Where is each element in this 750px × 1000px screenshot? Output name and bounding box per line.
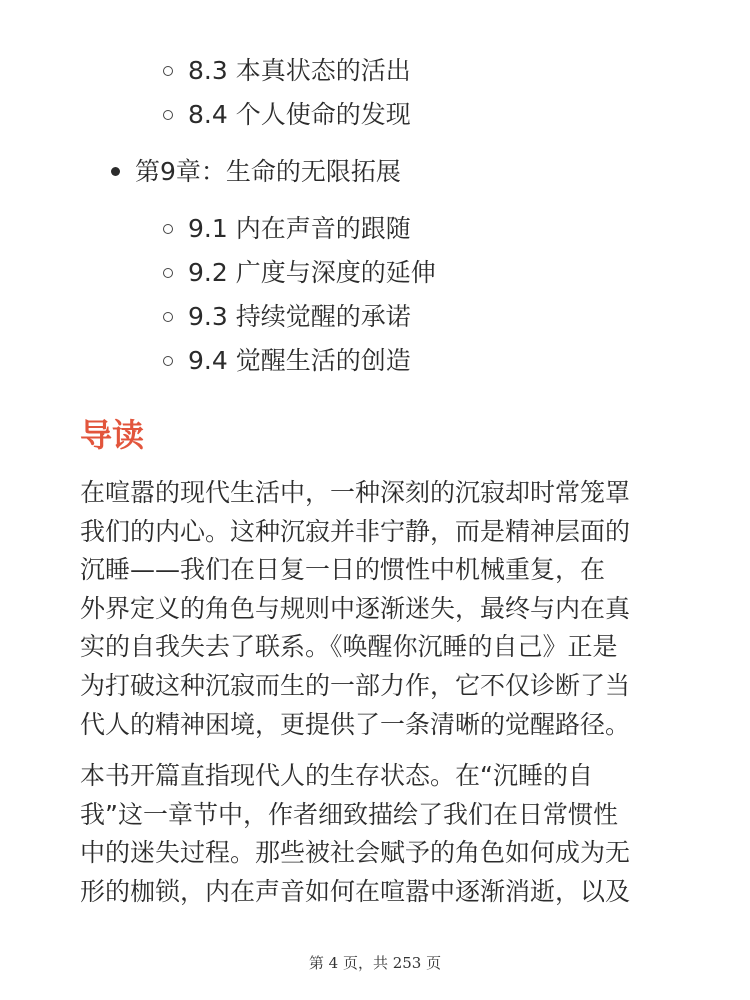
circle-bullet-icon — [163, 110, 173, 120]
paragraph-line: 中的迷失过程。那些被社会赋予的角色如何成为无 — [80, 838, 631, 868]
circle-bullet-icon — [163, 312, 173, 322]
circle-bullet-icon — [163, 268, 173, 278]
paragraph-line: 外界定义的角色与规则中逐渐迷失，最终与内在真 — [80, 593, 631, 623]
paragraph-line: 形的枷锁，内在声音如何在喧嚣中逐渐消逝，以及 — [80, 876, 631, 906]
toc-subitem-label: 8.3 本真状态的活出 — [188, 56, 411, 85]
toc-subitem — [188, 93, 411, 137]
paragraph-line: 实的自我失去了联系。《唤醒你沉睡的自己》正是 — [80, 632, 618, 662]
paragraph-line: 本书开篇直指现代人的生存状态。在“沉睡的自 — [80, 761, 593, 790]
toc-subitem — [188, 295, 411, 339]
toc-subitem-label: 9.4 觉醒生活的创造 — [188, 346, 411, 375]
paragraph-line: 沉睡——我们在日复一日的惯性中机械重复，在 — [80, 555, 606, 585]
paragraph-line: 我们的内心。这种沉寂并非宁静，而是精神层面的 — [80, 516, 631, 546]
paragraph-line: 在喧嚣的现代生活中，一种深刻的沉寂却时常笼罩 — [80, 478, 631, 507]
section-heading: 导读 — [80, 416, 145, 454]
intro-paragraph-2 — [80, 757, 680, 911]
circle-bullet-icon — [163, 224, 173, 234]
toc-subitem-label: 9.3 持续觉醒的承诺 — [188, 302, 411, 331]
toc-subitem-label: 8.4 个人使命的发现 — [188, 100, 411, 129]
toc-subitem — [188, 207, 411, 251]
toc-subitem-label: 9.2 广度与深度的延伸 — [188, 258, 436, 287]
toc-subitem — [188, 251, 436, 295]
circle-bullet-icon — [163, 356, 173, 366]
toc-subitem-label: 9.1 内在声音的跟随 — [188, 214, 411, 243]
page-number-footer: 第 4 页，共 253 页 — [308, 954, 442, 972]
toc-subitem — [188, 49, 411, 93]
bullet-dot-icon — [111, 167, 120, 176]
paragraph-line: 我”这一章节中，作者细致描绘了我们在日常惯性 — [80, 799, 618, 829]
intro-paragraph-1 — [80, 474, 680, 744]
toc-chapter-item — [135, 150, 401, 194]
toc-chapter-label: 第9章：生命的无限拓展 — [135, 157, 401, 186]
paragraph-line: 代人的精神困境，更提供了一条清晰的觉醒路径。 — [80, 709, 631, 739]
circle-bullet-icon — [163, 66, 173, 76]
toc-subitem — [188, 339, 411, 383]
paragraph-line: 为打破这种沉寂而生的一部力作，它不仅诊断了当 — [80, 670, 631, 700]
